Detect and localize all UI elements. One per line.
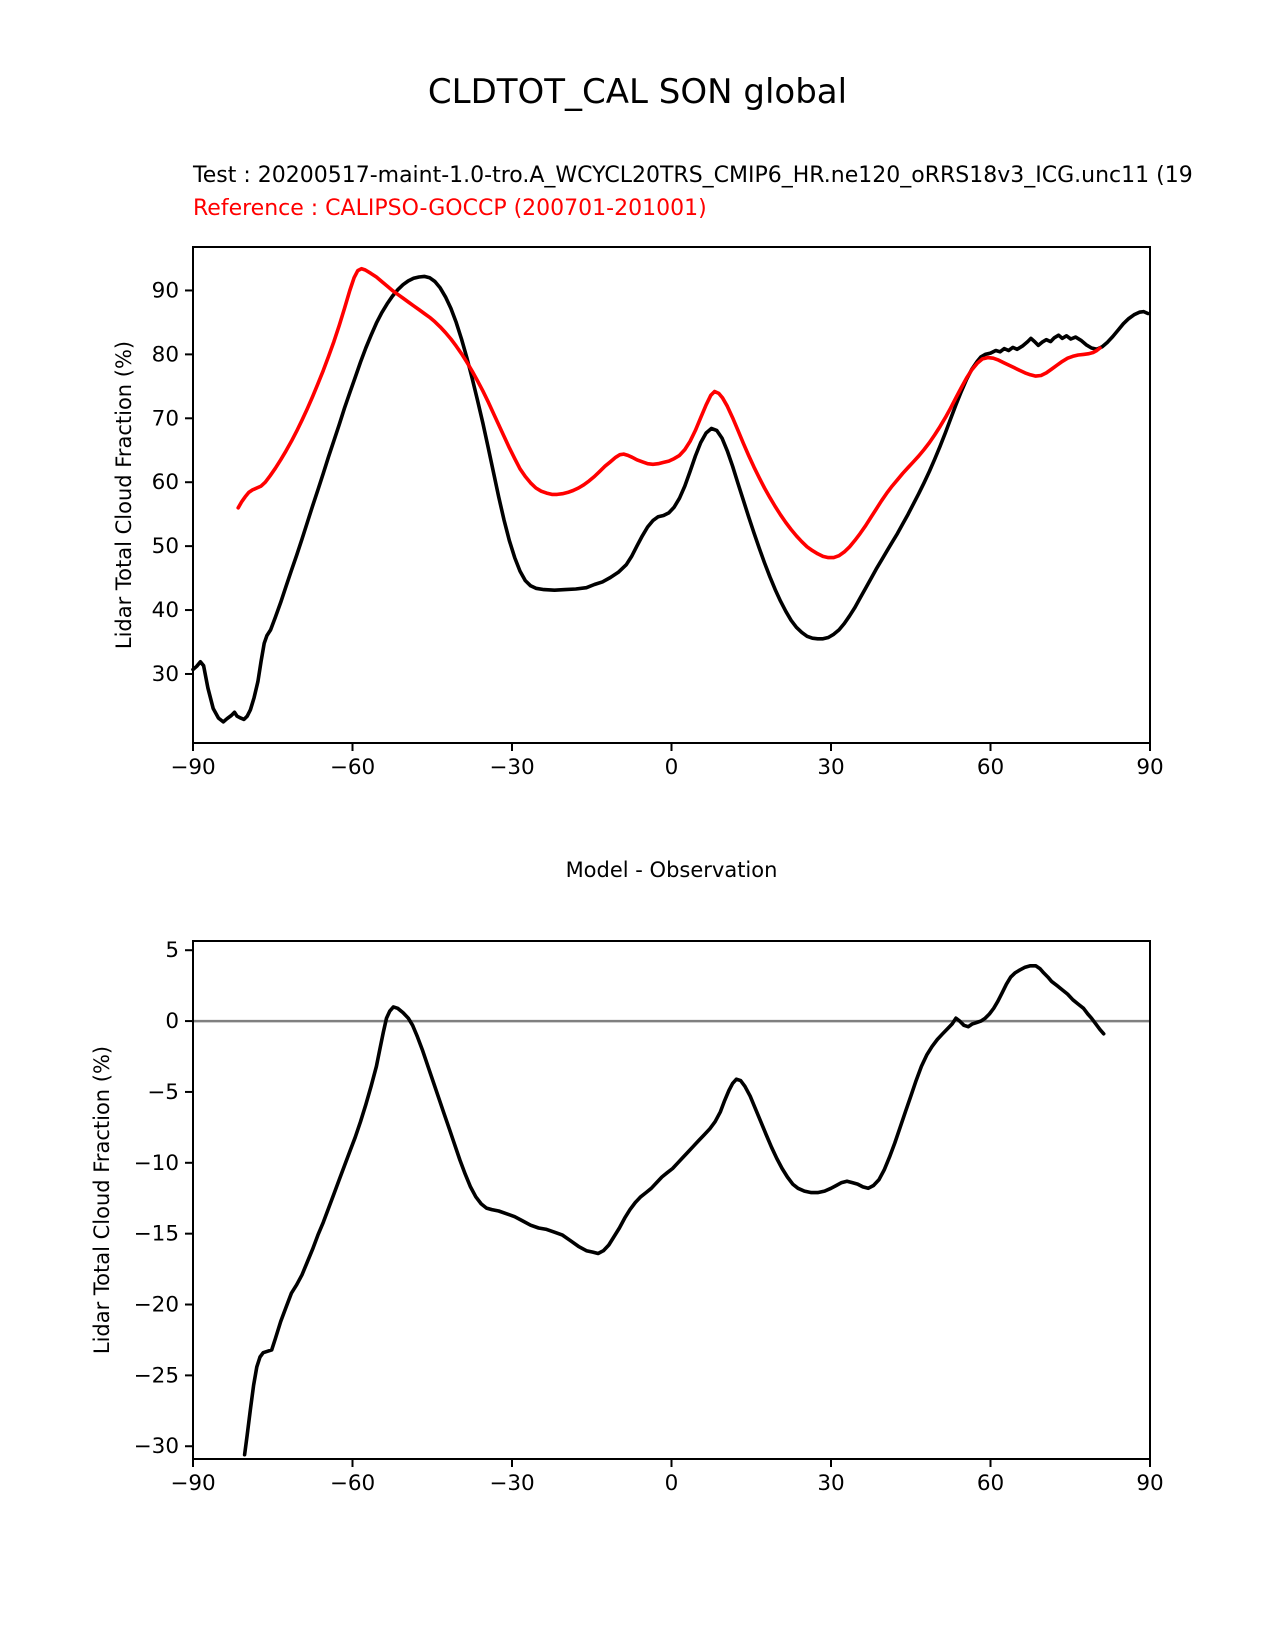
x-tick-label: 0 <box>664 755 679 780</box>
test-run-label: Test : 20200517-maint-1.0-tro.A_WCYCL20TRS_CMIP6_HR.ne120_oRRS18v3_ICG.unc11 (19 <box>193 163 1193 188</box>
y-tick-label: −20 <box>133 1292 179 1318</box>
reference-label: Reference : CALIPSO-GOCCP (200701-201001) <box>193 196 707 221</box>
x-tick-label: −30 <box>489 1471 535 1496</box>
x-tick-label: 0 <box>664 1471 679 1496</box>
top-chart-y-axis-label: Lidar Total Cloud Fraction (%) <box>112 340 136 650</box>
bottom-chart-y-axis-label: Lidar Total Cloud Fraction (%) <box>90 1045 114 1355</box>
x-tick-label: −90 <box>170 755 216 780</box>
x-tick-label: −60 <box>329 755 376 780</box>
y-tick-label: 40 <box>151 598 179 624</box>
y-tick-label: −5 <box>147 1079 179 1105</box>
y-tick-label: 60 <box>151 470 179 496</box>
axes-frame <box>193 247 1150 743</box>
y-tick-label: −25 <box>133 1363 179 1389</box>
series-line-test-model <box>193 276 1148 722</box>
y-tick-label: 70 <box>151 406 179 432</box>
x-tick-label: 90 <box>1136 755 1164 780</box>
y-tick-label: 50 <box>151 534 179 560</box>
x-tick-label: 60 <box>976 755 1005 780</box>
bottom-chart-title: Model - Observation <box>565 858 778 882</box>
x-tick-label: 30 <box>817 1471 845 1496</box>
series-line-model-minus-observation <box>245 966 1104 1455</box>
y-tick-label: −15 <box>133 1221 179 1247</box>
x-tick-label: −90 <box>170 1471 216 1496</box>
x-tick-label: 60 <box>976 1471 1005 1496</box>
x-tick-label: 90 <box>1136 1471 1164 1496</box>
x-tick-label: −60 <box>329 1471 376 1496</box>
axes-frame <box>193 941 1150 1459</box>
x-tick-label: −30 <box>489 755 535 780</box>
y-tick-label: −30 <box>133 1434 179 1460</box>
y-tick-label: 30 <box>151 661 179 687</box>
x-tick-label: 30 <box>817 755 845 780</box>
y-tick-label: −10 <box>133 1150 179 1176</box>
y-tick-label: 80 <box>151 342 179 368</box>
y-tick-label: 90 <box>151 278 179 304</box>
figure-title: CLDTOT_CAL SON global <box>427 72 848 112</box>
y-tick-label: 5 <box>165 938 179 964</box>
y-tick-label: 0 <box>165 1009 179 1035</box>
